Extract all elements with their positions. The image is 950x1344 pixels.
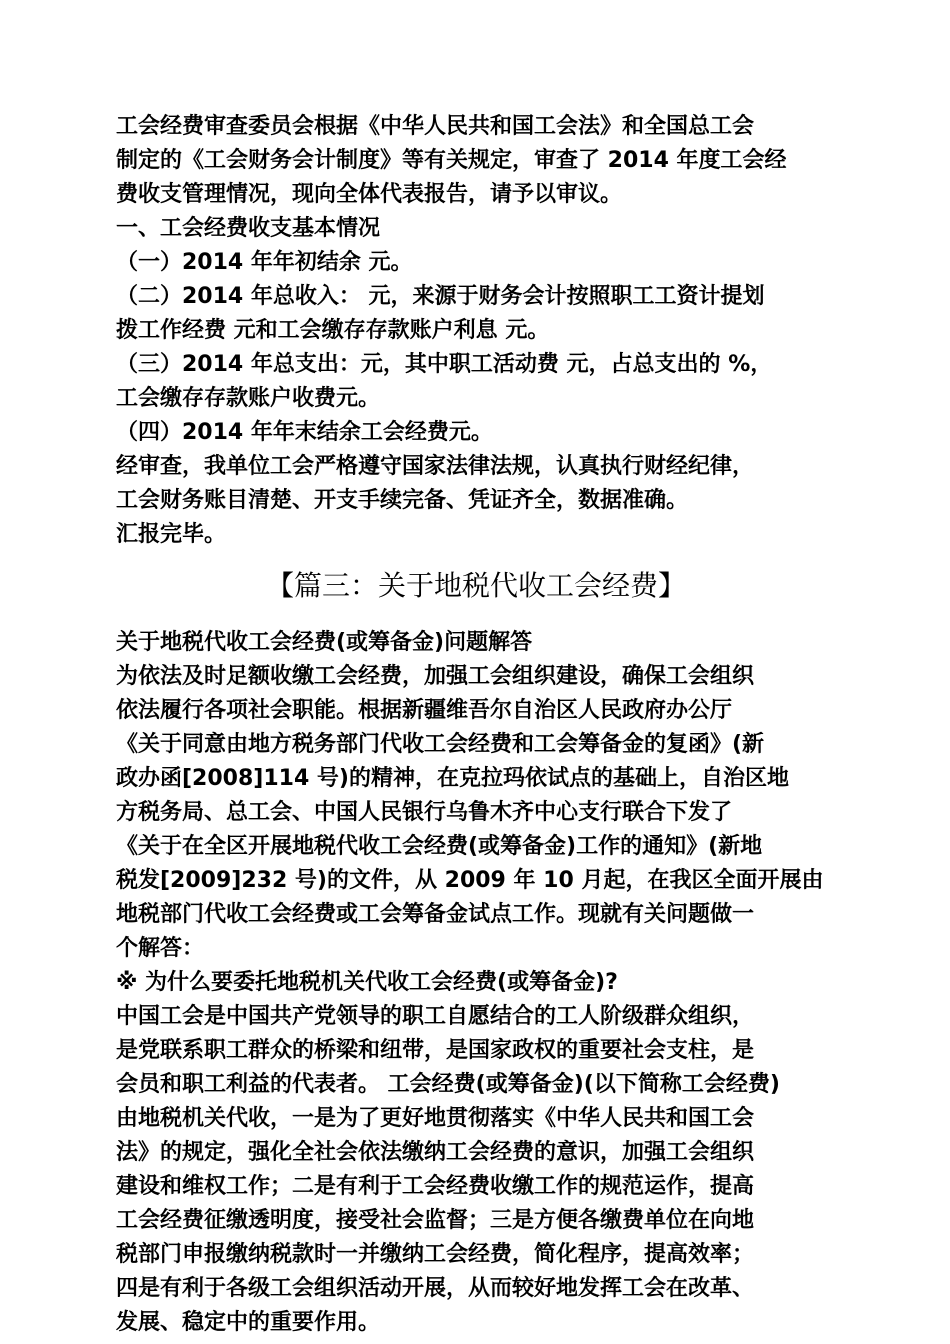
- text-line: （四）2014 年年末结余工会经费元。: [116, 420, 493, 445]
- text-line: （二）2014 年总收入： 元，来源于财务会计按照职工工资计提划: [116, 284, 765, 309]
- text-line: 个解答：: [116, 936, 205, 961]
- section-heading: 【篇三：关于地税代收工会经费】: [265, 569, 686, 602]
- text-line: 四是有利于各级工会组织活动开展，从而较好地发挥工会在改革、: [116, 1276, 755, 1301]
- text-line: 工会经费审查委员会根据《中华人民共和国工会法》和全国总工会: [116, 114, 755, 139]
- text-line: 拨工作经费 元和工会缴存存款账户利息 元。: [116, 318, 550, 343]
- text-line: 地税部门代收工会经费或工会筹备金试点工作。现就有关问题做一: [116, 902, 755, 927]
- text-line: 关于地税代收工会经费(或筹备金)问题解答: [116, 630, 533, 655]
- text-line: 会员和职工利益的代表者。 工会经费(或筹备金)(以下简称工会经费): [116, 1072, 780, 1097]
- text-line: 工会经费征缴透明度，接受社会监督；三是方便各缴费单位在向地: [116, 1208, 755, 1233]
- text-line: 中国工会是中国共产党领导的职工自愿结合的工人阶级群众组织，: [116, 1004, 755, 1029]
- section-faq: [116, 626, 836, 1340]
- text-line: 工会缴存存款账户收费元。: [116, 386, 381, 411]
- text-line: （三）2014 年总支出：元，其中职工活动费 元，占总支出的 %，: [116, 352, 773, 377]
- text-line: 汇报完毕。: [116, 522, 227, 547]
- text-line: 方税务局、总工会、中国人民银行乌鲁木齐中心支行联合下发了: [116, 800, 733, 825]
- text-line: 依法履行各项社会职能。根据新疆维吾尔自治区人民政府办公厅: [116, 698, 733, 723]
- text-line: 《关于同意由地方税务部门代收工会经费和工会筹备金的复函》(新: [116, 732, 765, 757]
- text-line: 是党联系职工群众的桥梁和纽带，是国家政权的重要社会支柱，是: [116, 1038, 755, 1063]
- text-line: 一、工会经费收支基本情况: [116, 216, 381, 241]
- text-line: 费收支管理情况，现向全体代表报告，请予以审议。: [116, 182, 623, 207]
- text-line: 政办函[2008]114 号)的精神，在克拉玛依试点的基础上，自治区地: [116, 766, 789, 791]
- text-line: 为依法及时足额收缴工会经费，加强工会组织建设，确保工会组织: [116, 664, 755, 689]
- text-line: 税发[2009]232 号)的文件，从 2009 年 10 月起，在我区全面开展由: [116, 868, 824, 893]
- text-line: 建设和维权工作；二是有利于工会经费收缴工作的规范运作，提高: [116, 1174, 755, 1199]
- text-line: 制定的《工会财务会计制度》等有关规定，审查了 2014 年度工会经: [116, 148, 787, 173]
- text-line: 《关于在全区开展地税代收工会经费(或筹备金)工作的通知》(新地: [116, 834, 763, 859]
- question-line: ※ 为什么要委托地税机关代收工会经费(或筹备金)?: [116, 970, 618, 995]
- text-line: （一）2014 年年初结余 元。: [116, 250, 413, 275]
- text-line: 税部门申报缴纳税款时一并缴纳工会经费，简化程序，提高效率；: [116, 1242, 755, 1267]
- text-line: 工会财务账目清楚、开支手续完备、凭证齐全，数据准确。: [116, 488, 689, 513]
- document-page: [116, 110, 836, 1340]
- text-line: 发展、稳定中的重要作用。: [116, 1310, 381, 1335]
- text-line: 法》的规定，强化全社会依法缴纳工会经费的意识，加强工会组织: [116, 1140, 755, 1165]
- section-report: [116, 110, 836, 552]
- text-line: 由地税机关代收，一是为了更好地贯彻落实《中华人民共和国工会: [116, 1106, 755, 1131]
- text-line: 经审查，我单位工会严格遵守国家法律法规，认真执行财经纪律，: [116, 454, 755, 479]
